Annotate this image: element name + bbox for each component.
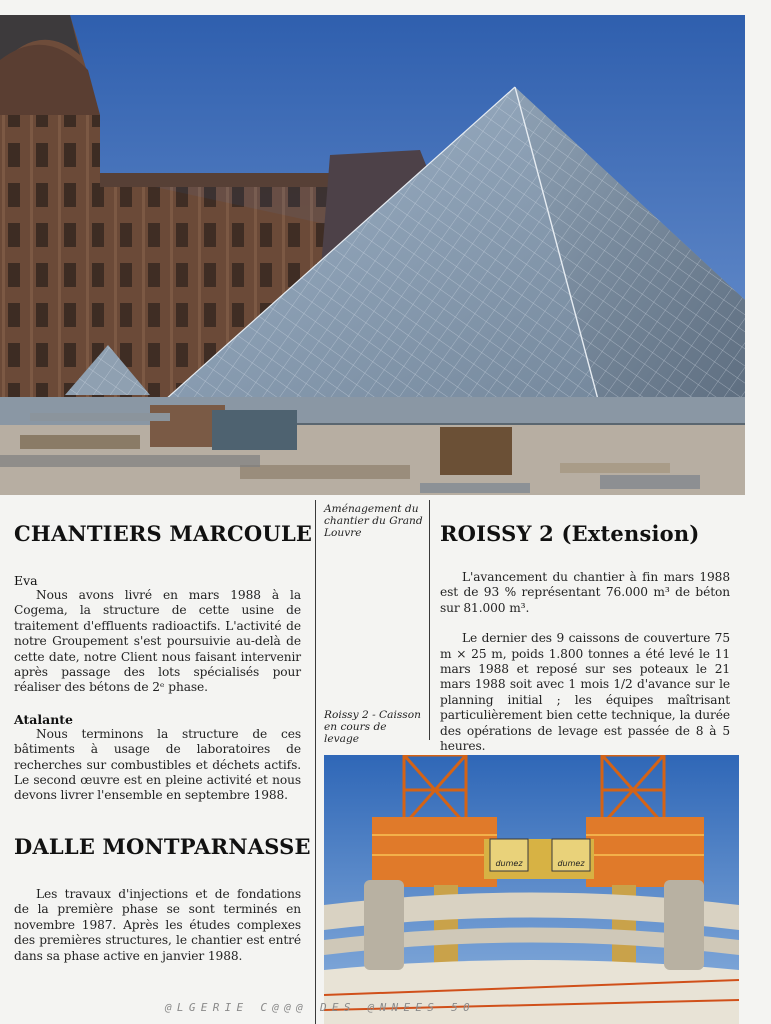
section-title-marcoule: CHANTIERS MARCOULE [14,521,313,546]
atalante-heading: Atalante [14,711,74,727]
column-divider-left [315,500,316,1024]
eva-heading: Eva [14,573,38,588]
column-divider-right [429,500,430,740]
louvre-photo [0,15,745,495]
left-column [14,521,313,964]
caption-grand-louvre: Aménagement du chantier du Grand Louvre [324,503,423,539]
caisson-lifting-illustration [324,755,739,1024]
dumez-sign-right: dumez [557,859,585,868]
right-column [440,521,730,754]
roissy-paragraph-1: L'avancement du chantier à fin mars 1988 est de 93 % représentant 76.000 m³ de béton sur 81.000 m³. [440,570,730,615]
louvre-pyramid-illustration [0,15,745,495]
eva-paragraph: Nous avons livré en mars 1988 à la Cogema, la structure de cette usine de traitement d'effluents radioactifs. L'activité de notre Groupement s'est poursuivie au-delà de cette date, notre Client nous faisant intervenir après passage des lots spécialisés pour réaliser des bétons de 2ᵉ phase. [14,588,301,695]
montparnasse-paragraph: Les travaux d'injections et de fondations de la première phase se sont terminés en novembre 1987. Après les études complexes des premières structures, le chantier est entré dans sa phase active en janvier 1988. [14,886,301,963]
roissy-paragraph-2: Le dernier des 9 caissons de couverture 75 m × 25 m, poids 1.800 tonnes a été levé le 11 mars 1988 et reposé sur ses poteaux le 21 mars 1988 soit avec 1 mois 1/2 d'avance sur le planning initial ; les équipes maîtrisant particulièrement bien cette technique, la durée des opérations de levage est passée de 8 à 5 heures. [440,631,730,754]
caisson-photo [324,755,739,1024]
section-title-roissy: ROISSY 2 (Extension) [440,521,700,546]
dumez-sign-left: dumez [495,859,523,868]
atalante-paragraph: Nous terminons la structure de ces bâtiments à usage de laboratoires de recherches sur combustibles et déchets actifs. Le second œuvre est en pleine activité et nous devons livrer l'ensemble en septembre 1988. [14,726,301,803]
caption-roissy-caisson: Roissy 2 - Caisson en cours de levage [324,709,421,745]
section-title-montparnasse: DALLE MONTPARNASSE [14,833,311,859]
footer-watermark: @LGERIE C@@@ DES @NNEES 50 [165,1001,475,1014]
